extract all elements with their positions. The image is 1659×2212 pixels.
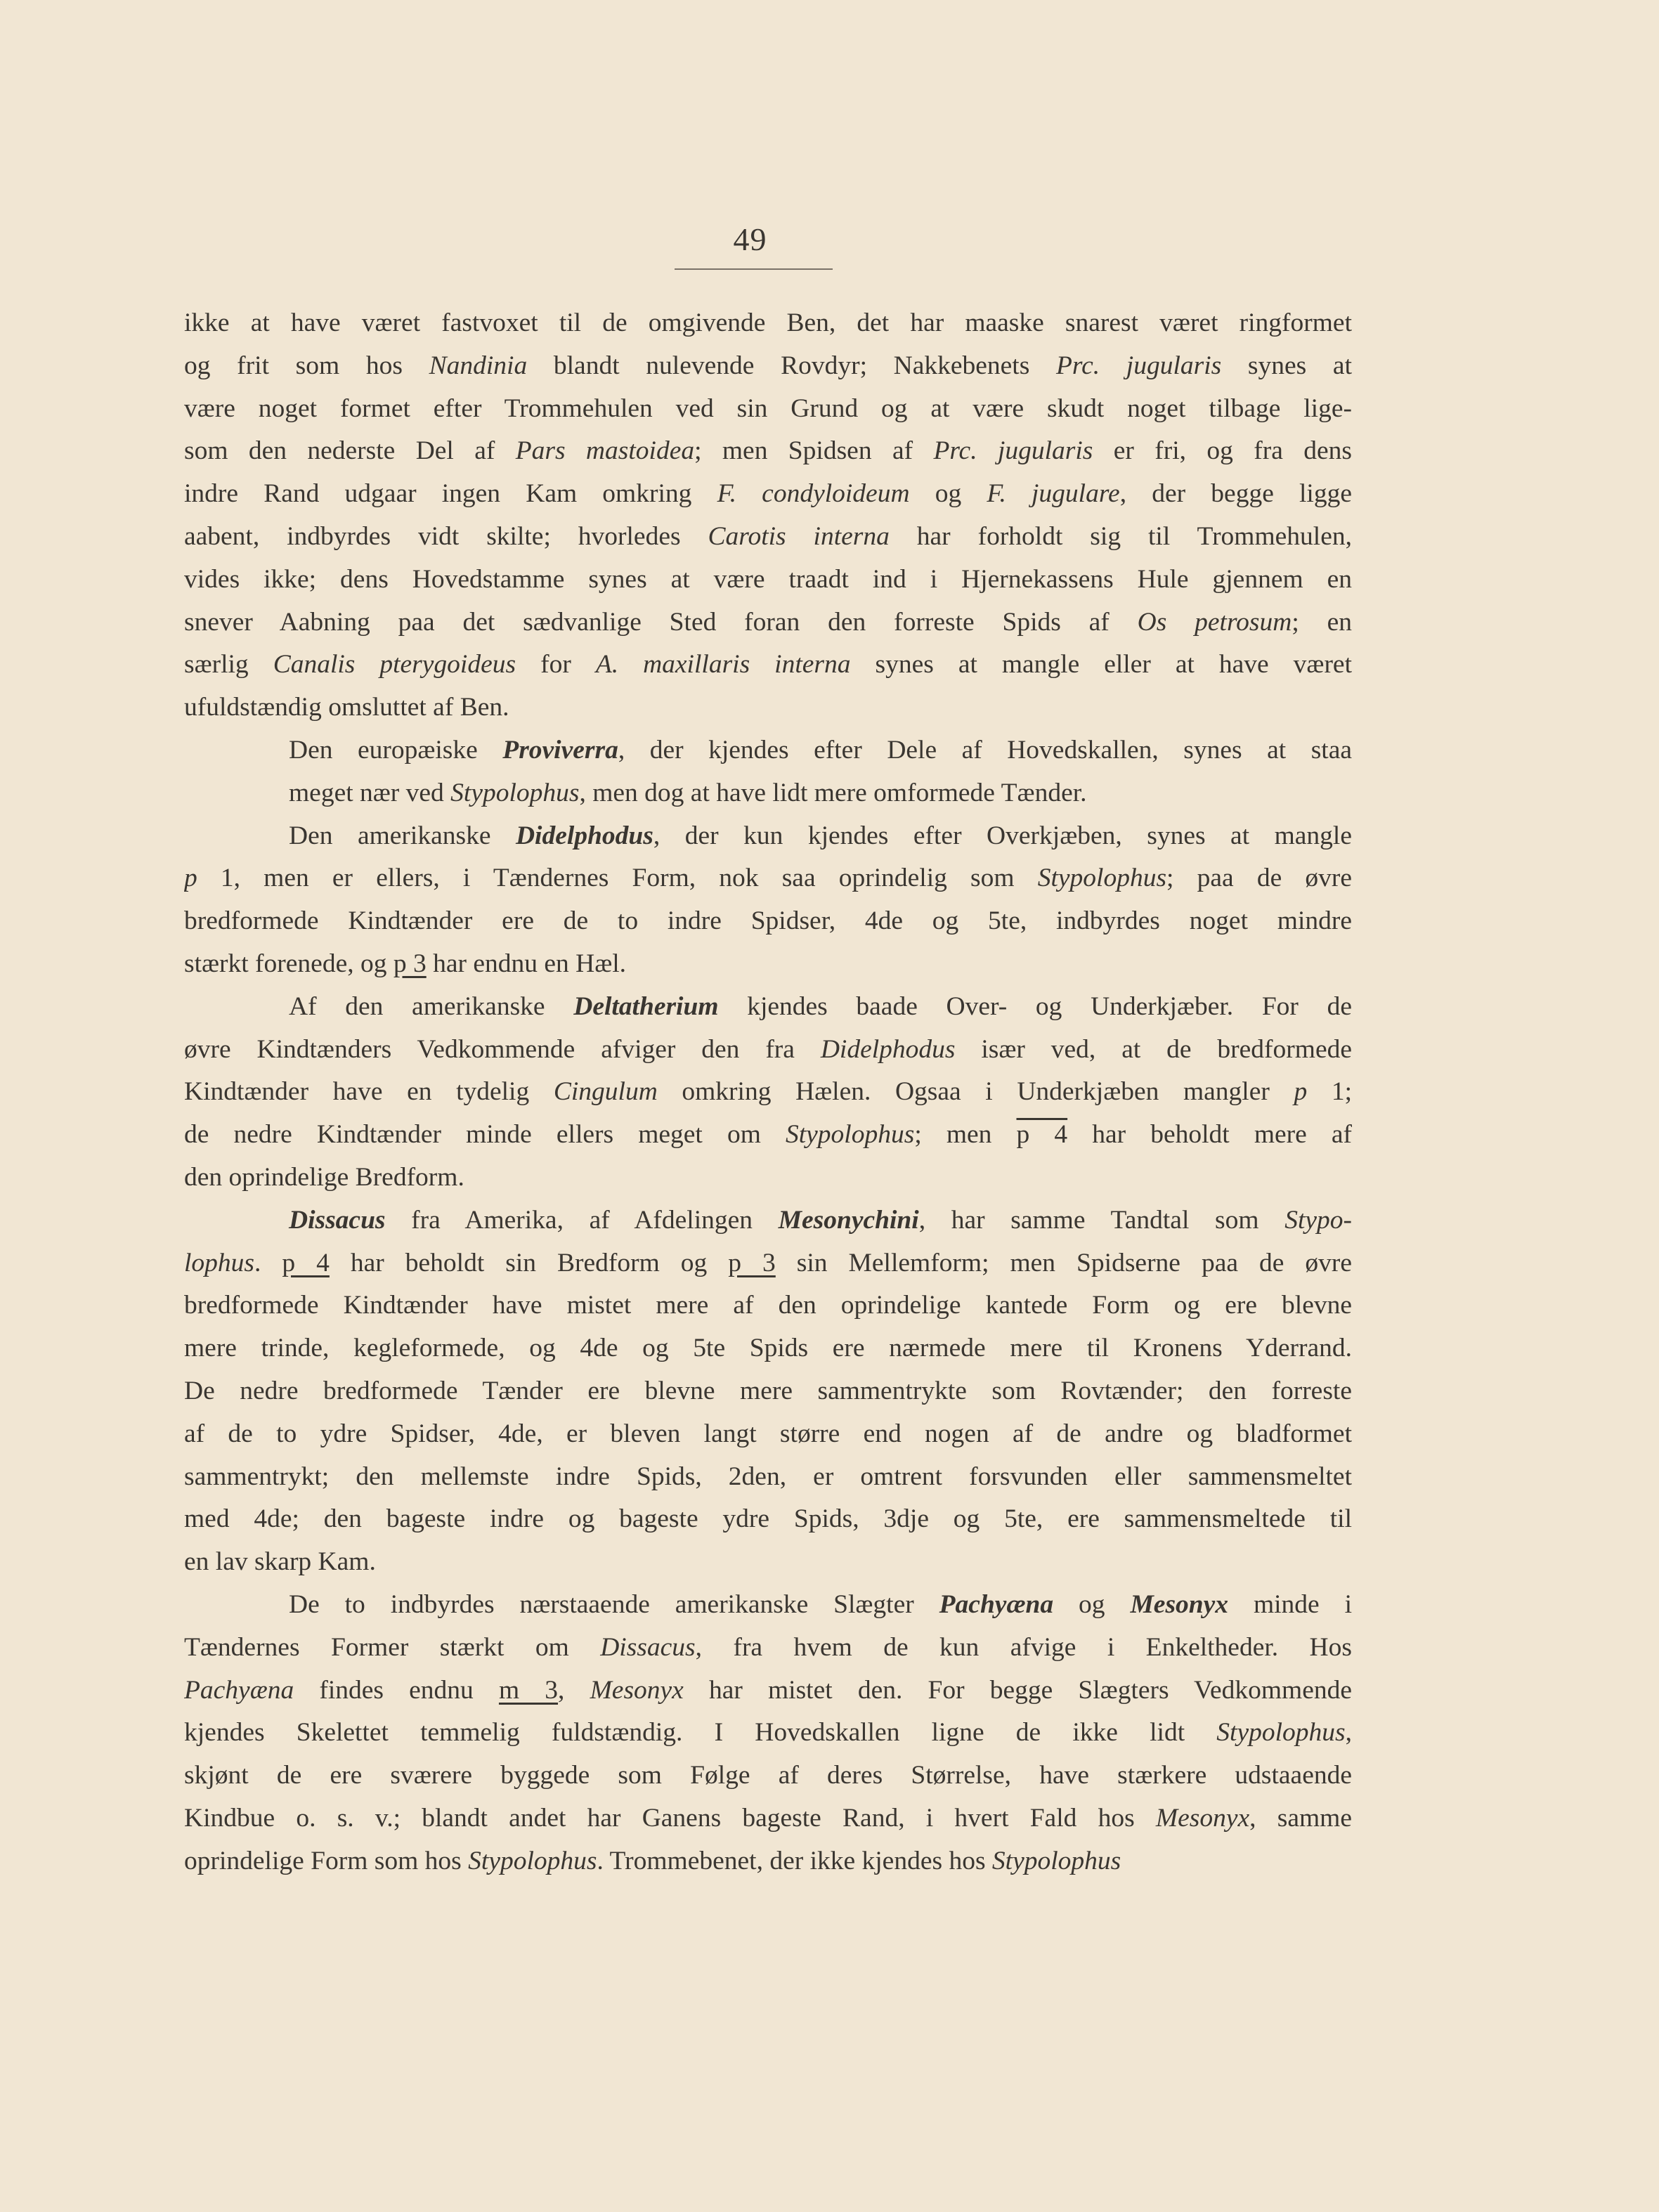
text-run: særlig [184,650,273,679]
italic-term: Didelphodus [820,1034,956,1064]
text-line [184,1584,1352,1627]
text-run: skjønt de ere sværere byggede som Følge af deres Størrelse, have stærkere udstaaende [184,1761,1352,1790]
italic-term: Stypolophus [1216,1718,1346,1748]
text-line [184,1284,1352,1327]
text-line [184,345,1352,388]
text-run: har beholdt sin Bredform og [329,1248,729,1277]
text-run: de nedre Kindtænder minde ellers meget om [184,1120,786,1150]
page-number-rule [675,268,833,270]
text-run: , der kjendes efter Dele af Hovedskallen, synes at staa [618,735,1352,765]
text-line [184,1370,1352,1413]
italic-term: Pachyæna [184,1675,294,1705]
text-run: og [1053,1589,1131,1619]
text-run: sammentrykt; den mellemste indre Spids, 2den, er omtrent forsvunden eller sammensmeltet [184,1462,1352,1491]
text-run: Tændernes Former stærkt om [184,1632,601,1662]
text-line [184,1670,1352,1712]
text-line [184,986,1352,1029]
italic-term: Nandinia [429,351,528,380]
text-run: mere trinde, kegleformede, og 4de og 5te Spids ere nærmede mere til Kronens Yderrand. [184,1334,1352,1363]
text-run: minde i [1228,1589,1352,1619]
text-run: den oprindelige Bredform. [184,1162,464,1192]
text-run: blandt nulevende Rovdyr; Nakkebenets [527,351,1056,380]
text-line [184,473,1352,516]
text-run: . Trommebenet, der ikke kjendes hos [597,1846,992,1875]
text-line [184,772,1352,815]
text-line [184,388,1352,431]
text-run: Kindbue o. s. v.; blandt andet har Ganens bageste Rand, i hvert Fald hos [184,1803,1156,1833]
text-run: ufuldstændig omsluttet af Ben. [184,693,509,722]
text-run: ; en [1292,607,1352,637]
text-run: oprindelige Form som hos [184,1846,469,1875]
genus-name: Dissacus [289,1205,386,1235]
text-run: bredformede Kindtænder have mistet mere af den oprindelige kantede Form og ere blevne [184,1291,1352,1320]
text-run: være noget formet efter Trommehulen ved sin Grund og at være skudt noget tilbage lige- [184,393,1352,423]
text-line [184,1327,1352,1370]
text-run: fra Amerika, af Afdelingen [385,1205,779,1235]
text-line [184,815,1352,858]
tooth-notation: p 3 [728,1248,776,1277]
text-run: , har samme Tandtal som [918,1205,1285,1235]
text-run: aabent, indbyrdes vidt skilte; hvorledes [184,521,708,551]
text-run: 1, men er ellers, i Tændernes Form, nok saa oprindelig som [197,864,1038,893]
text-line [184,1840,1352,1883]
italic-term: F. condyloideum [717,479,910,509]
text-line [184,900,1352,943]
body-text [184,302,1352,1882]
text-line [184,857,1352,900]
text-line [184,1456,1352,1499]
text-run: De nedre bredformede Tænder ere blevne mere sammentrykte som Rovtænder; den forreste [184,1376,1352,1405]
genus-name: Proviverra [502,735,618,765]
italic-term: Stypolophus [1037,864,1167,893]
text-run: med 4de; den bageste indre og bageste ydre Spids, 3dje og 5te, ere sammensmeltede til [184,1504,1352,1534]
text-run: og [909,479,987,509]
text-line [184,1755,1352,1797]
text-run: for [516,650,596,679]
text-run: har endnu en Hæl. [426,949,627,978]
text-run: , men dog at have lidt mere omformede Tænder. [579,778,1087,807]
text-run: som den nederste Del af [184,436,516,466]
text-run: Kindtænder have en tydelig [184,1077,554,1107]
text-run: meget nær ved [289,778,451,807]
italic-term: Canalis pterygoideus [273,650,516,679]
italic-term: p [1294,1077,1308,1107]
italic-term: Pars mastoidea [515,436,695,466]
text-run: vides ikke; dens Hovedstamme synes at være traadt ind i Hjernekassens Hule gjennem en [184,564,1352,594]
italic-term: Prc. jugularis [933,436,1093,466]
text-line [184,644,1352,687]
text-line [184,1627,1352,1670]
tooth-notation: m 3 [498,1675,559,1705]
text-line [184,601,1352,644]
genus-name: Mesonychini [778,1205,919,1235]
page-number: 49 [733,221,767,257]
text-line [184,1199,1352,1242]
text-run: snever Aabning paa det sædvanlige Sted foran den forreste Spids af [184,607,1138,637]
text-run: øvre Kindtænders Vedkommende afviger den fra [184,1034,821,1064]
italic-term: Stypolophus [785,1120,915,1150]
italic-term: Stypolophus [991,1846,1121,1875]
text-run: . [254,1248,282,1277]
text-run: Den europæiske [289,735,503,765]
text-line [184,1498,1352,1541]
text-run: omkring Hælen. Ogsaa i Underkjæben mangler [657,1077,1294,1107]
text-line [184,729,1352,772]
italic-term: A. maxillaris interna [595,650,851,679]
text-run: bredformede Kindtænder ere de to indre Spidser, 4de og 5te, indbyrdes noget mindre [184,906,1352,936]
text-line [184,687,1352,729]
text-line [184,1797,1352,1840]
text-line [184,430,1352,473]
italic-term: Stypo- [1284,1205,1352,1235]
text-run: og frit som hos [184,351,429,380]
text-run: ; men [914,1120,1017,1150]
text-line [184,1029,1352,1072]
text-line [184,943,1352,986]
text-line [184,1712,1352,1755]
text-run: findes endnu [294,1675,499,1705]
text-run: kjendes Skelettet temmelig fuldstændig. I Hovedskallen ligne de ikke lidt [184,1718,1217,1748]
text-line [184,1071,1352,1114]
text-run: er fri, og fra dens [1093,436,1352,466]
text-line [184,1157,1352,1199]
text-run: kjendes baade Over- og Underkjæber. For de [718,991,1352,1021]
text-run: , der begge ligge [1119,479,1352,509]
text-run: Af den amerikanske [289,991,574,1021]
italic-term: Os petrosum [1137,607,1292,637]
text-run: især ved, at de bredformede [955,1034,1352,1064]
text-run: , fra hvem de kun afvige i Enkeltheder. Hos [695,1632,1352,1662]
text-run: en lav skarp Kam. [184,1547,376,1577]
text-run: ; paa de øvre [1166,864,1352,893]
text-run: Den amerikanske [289,821,516,850]
text-run: har beholdt mere af [1067,1120,1352,1150]
text-run: sin Mellemform; men Spidserne paa de øvre [775,1248,1352,1277]
text-line [184,1242,1352,1285]
text-run: ; men Spidsen af [694,436,934,466]
tooth-notation: p 4 [1016,1120,1068,1150]
genus-name: Mesonyx [1130,1589,1229,1619]
text-line [184,516,1352,559]
italic-term: F. jugulare [987,479,1120,509]
text-run: synes at [1221,351,1352,380]
text-line [184,1413,1352,1456]
genus-name: Deltatherium [573,991,719,1021]
text-run: , [558,1675,590,1705]
text-run: ikke at have været fastvoxet til de omgivende Ben, det har maaske snarest været ringformet [184,308,1352,337]
tooth-notation: p 4 [282,1248,330,1277]
italic-term: Stypolophus [468,1846,597,1875]
italic-term: Mesonyx [1155,1803,1250,1833]
text-run: af de to ydre Spidser, 4de, er bleven langt større end nogen af de andre og bladformet [184,1419,1352,1448]
text-run: , der kun kjendes efter Overkjæben, synes at mangle [653,821,1352,850]
tooth-notation: p 3 [393,949,427,978]
text-run: har forholdt sig til Trommehulen, [889,521,1352,551]
italic-term: p [184,864,197,893]
text-run: 1; [1307,1077,1352,1107]
text-run: De to indbyrdes nærstaaende amerikanske Slægter [289,1589,939,1619]
italic-term: lophus [184,1248,255,1277]
italic-term: Stypolophus [450,778,580,807]
text-line [184,1114,1352,1157]
italic-term: Carotis interna [708,521,890,551]
text-line [184,1541,1352,1584]
text-run: , [1345,1718,1352,1748]
text-run: , samme [1249,1803,1352,1833]
text-run: har mistet den. For begge Slægters Vedkommende [683,1675,1352,1705]
text-run: stærkt forenede, og [184,949,393,978]
text-line [184,302,1352,345]
genus-name: Didelphodus [515,821,653,850]
italic-term: Cingulum [553,1077,658,1107]
italic-term: Dissacus [600,1632,696,1662]
italic-term: Mesonyx [590,1675,684,1705]
text-run: indre Rand udgaar ingen Kam omkring [184,479,717,509]
text-line [184,559,1352,601]
italic-term: Prc. jugularis [1056,351,1222,380]
genus-name: Pachyæna [939,1589,1054,1619]
text-run: synes at mangle eller at have været [850,650,1352,679]
